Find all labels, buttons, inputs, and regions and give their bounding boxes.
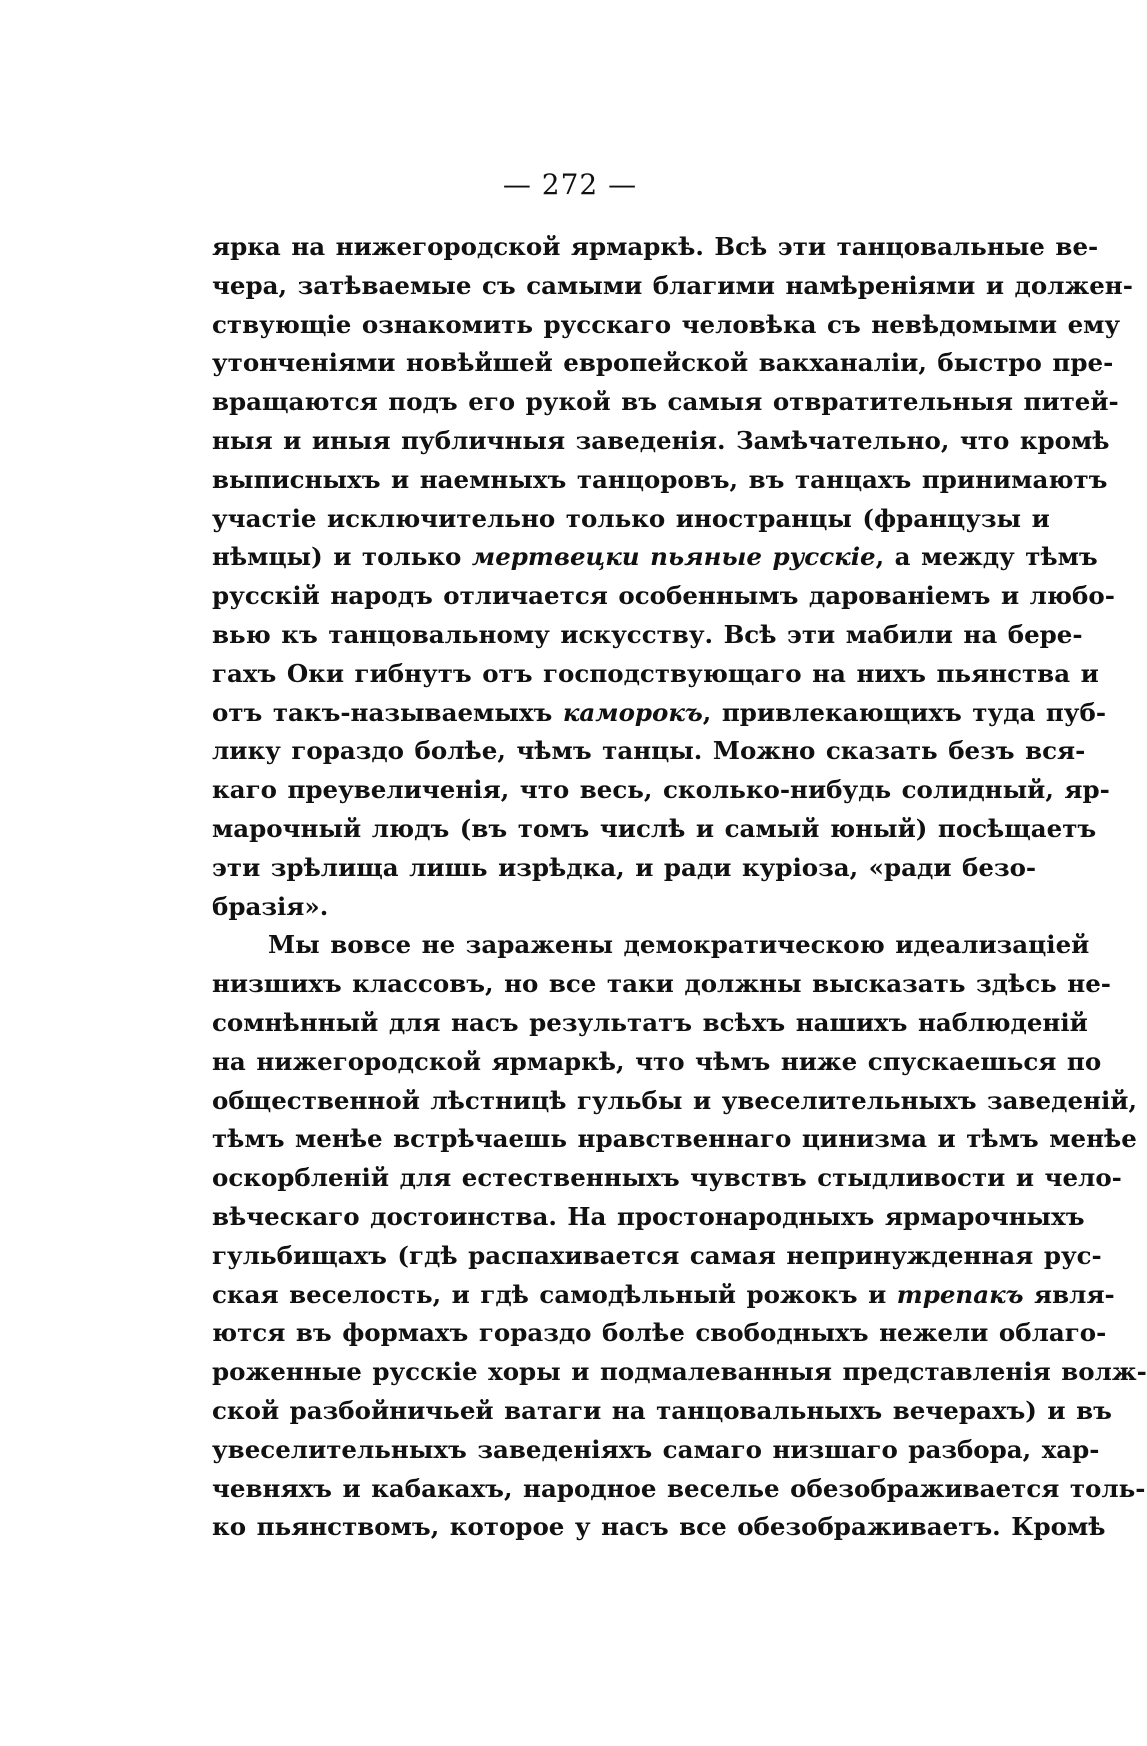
text-line: вращаются подъ его рукой въ самыя отвратительныя питей-: [212, 387, 1119, 417]
text-line: гульбищахъ (гдѣ распахивается самая непринужденная рус-: [212, 1240, 1102, 1270]
paragraph-1: [212, 228, 1133, 926]
text-line: ко пьянствомъ, которое у насъ все обезображиваетъ. Кромѣ: [212, 1512, 1106, 1542]
text-line: ются въ формахъ гораздо болѣе свободныхъ нежели облаго-: [212, 1318, 1107, 1348]
text-line: вью къ танцовальному искусству. Всѣ эти мабили на бере-: [212, 619, 1083, 649]
text-line: роженные русскіе хоры и подмалеванныя представленія волж-: [212, 1357, 1147, 1387]
text-line: вѣческаго достоинства. На простонародныхъ ярмарочныхъ: [212, 1201, 1085, 1231]
body-text: [212, 228, 1147, 1547]
text-line: увеселительныхъ заведеніяхъ самаго низшаго разбора, хар-: [212, 1434, 1100, 1464]
text-line: ской разбойничьей ватаги на танцовальныхъ вечерахъ) и въ: [212, 1395, 1112, 1425]
text-line: чера, затѣваемые съ самыми благими намѣреніями и должен-: [212, 270, 1133, 300]
text-line: ярка на нижегородской ярмаркѣ. Всѣ эти танцовальные ве-: [212, 232, 1099, 261]
text-line: чевняхъ и кабакахъ, народное веселье обезображивается толь-: [212, 1473, 1146, 1503]
text-line: ская веселость, и гдѣ самодѣльный рожокъ и трепакъ явля-: [212, 1279, 1115, 1309]
text-line: оскорбленій для естественныхъ чувствъ стыдливости и чело-: [212, 1163, 1122, 1193]
page-number: — 272 —: [502, 168, 638, 201]
text-line: общественной лѣстницѣ гульбы и увеселительныхъ заведеній,: [212, 1085, 1138, 1115]
text-line: русскій народъ отличается особеннымъ дарованіемъ и любо-: [212, 581, 1115, 611]
text-line: Мы вовсе не заражены демократическою идеализаціей: [268, 930, 1090, 960]
text-line: бразія».: [212, 891, 329, 921]
text-line: низшихъ классовъ, но все таки должны высказать здѣсь не-: [212, 969, 1111, 999]
text-line: отъ такъ-называемыхъ каморокъ, привлекающихъ туда пуб-: [212, 697, 1107, 727]
paragraph-2: [212, 926, 1147, 1547]
text-line: выписныхъ и наемныхъ танцоровъ, въ танцахъ принимаютъ: [212, 464, 1108, 494]
text-line: нѣмцы) и только мертвецки пьяные русскіе, а между тѣмъ: [212, 542, 1098, 572]
text-line: ствующіе ознакомить русскаго человѣка съ невѣдомыми ему: [212, 309, 1121, 339]
text-line: тѣмъ менѣе встрѣчаешь нравственнаго цинизма и тѣмъ менѣе: [212, 1124, 1137, 1154]
text-line: участіе исключительно только иностранцы (французы и: [212, 503, 1050, 533]
text-line: лику гораздо болѣе, чѣмъ танцы. Можно сказать безъ вся-: [212, 736, 1086, 766]
text-line: ныя и иныя публичныя заведенія. Замѣчательно, что кромѣ: [212, 425, 1110, 455]
text-line: каго преувеличенія, что весь, сколько-нибудь солидный, яр-: [212, 775, 1110, 805]
combined-line-source: [0, 0, 1, 1]
text-line: утонченіями новѣйшей европейской вакханаліи, быстро пре-: [212, 348, 1114, 378]
text-line: сомнѣнный для насъ результатъ всѣхъ нашихъ наблюденій: [212, 1007, 1088, 1037]
text-line: эти зрѣлища лишь изрѣдка, и ради куріоза, «ради безо-: [212, 852, 1037, 882]
text-line: марочный людъ (въ томъ числѣ и самый юный) посѣщаетъ: [212, 813, 1097, 843]
text-line: на нижегородской ярмаркѣ, что чѣмъ ниже спускаешься по: [212, 1046, 1102, 1076]
text-line: гахъ Оки гибнутъ отъ господствующаго на нихъ пьянства и: [212, 658, 1099, 688]
